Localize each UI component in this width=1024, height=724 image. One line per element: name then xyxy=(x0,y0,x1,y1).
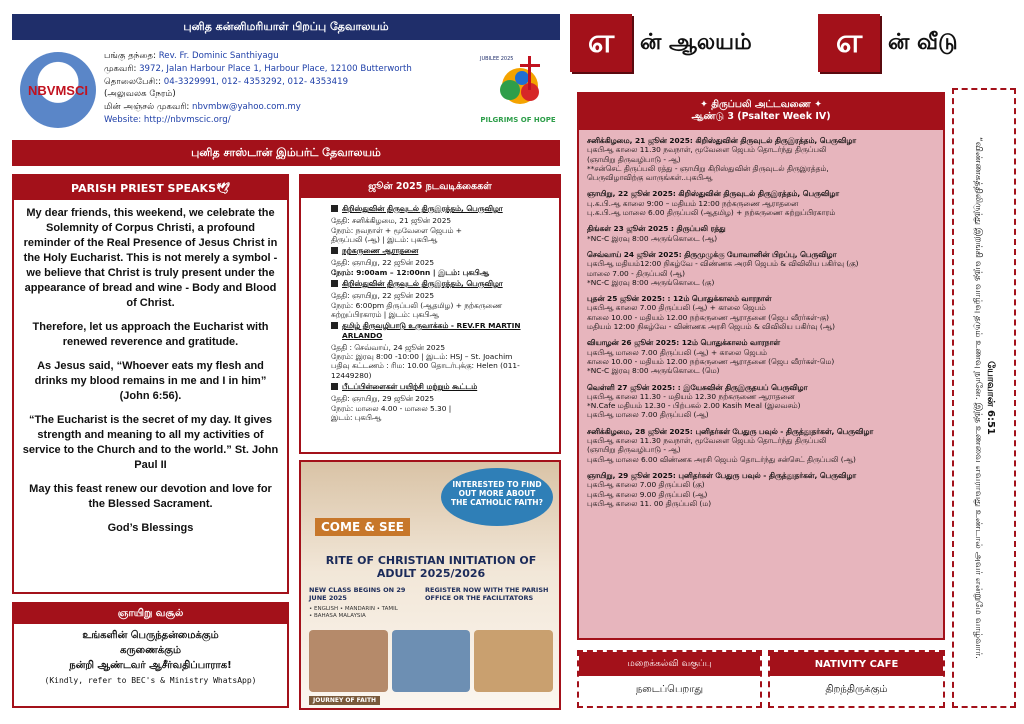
priest-paragraph-5: May this feast renew our devotion and love for the Blessed Sacrament. xyxy=(29,483,272,510)
schedule-day-heading: செவ்வாய் 24 ஜூன் 2025: திருமுழுக்கு யோவானின் பிறப்பு, பெருவிழா xyxy=(587,249,837,259)
schedule-line: பெருவிழாவிற்கு வாருங்கள்..புகபிஆ xyxy=(587,173,713,183)
schedule-day-heading: ஞாயிறு, 22 ஜூன் 2025: கிறிஸ்துவின் திருவுடல் திருஇரத்தம், பெருவிழா xyxy=(587,189,840,199)
schedule-day xyxy=(587,189,935,217)
catechism-value: நடைப்பெறாது xyxy=(635,684,704,695)
saint-church-bar: புனித சாஸ்டான் இம்பர்ட் தேவாலயம் xyxy=(12,140,560,166)
collection-panel xyxy=(12,602,289,708)
verse-text: “விண்ணகத்திலிருந்து இறங்கி வந்த வாழ்வு தரும் உணவு நானே. இந்த உணவை எவராவது உண்டால் அவர் என்றுமே வாழ்வார். xyxy=(973,137,983,659)
poster-title: RITE OF CHRISTIAN INITIATION OF ADULT 2025/2026 xyxy=(325,554,537,580)
schedule-day-heading: வெள்ளி 27 ஜூன் 2025: : இயேசுவின் திருஇருதயப் பெருவிழா xyxy=(587,382,808,392)
schedule-subtitle: ஆண்டு 3 (Psalter Week IV) xyxy=(691,111,831,122)
jubilee-caption: PILGRIMS OF HOPE xyxy=(480,116,556,124)
rcia-poster xyxy=(299,460,561,710)
schedule-day-heading: சனிக்கிழமை, 28 ஜூன் 2025: புனிதர்கள் பேதுரு பவுல் - திருத்தூதர்கள், பெருவிழா xyxy=(587,426,874,436)
schedule-line: புகபிஆ காலை 11.30 - மதியம் 12.30 நற்கருணை ஆராதனை xyxy=(587,391,795,401)
schedule-line: புகபிஆ மதியம்12:00 நிகழ்வே - விண்ணக அரசி ஜெபம் & விவிலிய பகிர்வு (கு) xyxy=(587,259,859,269)
schedule-line: (ஞாயிறு திருவழிபாடு - ஆ) xyxy=(587,154,681,164)
banner-word-2: ன் வீடு xyxy=(888,30,958,55)
event-2: நற்கருணை ஆராதனை தேதி: ஞாயிறு, 22 ஜூன் 2025 நேரம்: 9:00am – 12:00nn | இடம்: புகபிஆ xyxy=(331,246,489,277)
schedule-line: *NC-C இரவு 8:00 அருங்கொடை (கு) xyxy=(587,277,715,287)
event-4: தமிழ் திருவழிபாடு உருவாக்கம் - REV.FR MARTIN ARLANDO தேதி : செவ்வாய், 24 ஜூன் 2025 நேரம்: இரவு 8:00 -10:00 | இடம்: HSJ – St. Joachim பதிவு கட்டணம் : ரிம: 10.00 தொடர்புக்கு: Helen (011-12449280) xyxy=(331,321,521,380)
schedule-day xyxy=(587,471,935,508)
catechism-panel xyxy=(577,650,762,708)
collection-title: ஞாயிறு வசூல் xyxy=(14,604,287,624)
schedule-line: புகபிஆ காலை 11.30 நவநாள், மூவேளை ஜெபம் தொடர்ந்து திருப்பலி xyxy=(587,436,827,446)
schedule-line: பு.க.பி.ஆ மாலை 6.00 திருப்பலி (ஆதமிழ) + நற்கருணை சுற்றுப்பிரகாரம் xyxy=(587,208,836,218)
logo-text: NBVMSCI xyxy=(28,82,88,98)
parish-logo xyxy=(20,52,96,128)
schedule-day xyxy=(587,383,935,420)
poster-languages: • ENGLISH • MANDARIN • TAMIL • BAHASA MALAYSIA xyxy=(309,606,398,619)
schedule-line: மாலை 7.00 - திருப்பலி (ஆ) xyxy=(587,268,686,278)
banner-word-1: ன் ஆலயம் xyxy=(640,30,752,55)
schedule-day-heading: ஞாயிறு, 29 ஜூன் 2025: புனிதர்கள் பேதுரு பவுல் - திருத்தூதர்கள், பெருவிழா xyxy=(587,470,857,480)
banner-letter-2: எ xyxy=(818,14,880,72)
june-events-title: ஜூன் 2025 நடவடிக்கைகள் xyxy=(301,176,559,198)
schedule-line: *NC-C இரவு 8:00 அருங்கொடை (மெ) xyxy=(587,366,720,376)
contact-info: பங்கு தந்தை: Rev. Fr. Dominic Santhiyagu முகவரி: 3972, Jalan Harbour Place 1, Harbour Place, 12100 Butterworth தொலைபேசி:: 04-3329991, 012- 4353292, 012- 4353419 (அலுவலக நேரம்) மின் அஞ்சல் முகவரி: nbvmbw@yahoo.com.my Website: http://nbvmscic.org/ xyxy=(104,50,484,127)
poster-class-begins: NEW CLASS BEGINS ON 29 JUNE 2025 xyxy=(309,586,406,602)
schedule-title: ✦ திருப்பலி அட்டவணை ✦ xyxy=(699,99,823,110)
schedule-line: புகபிஆ மாலை 7.00 திருப்பலி (ஆ) + காலை ஜெபம் xyxy=(587,347,767,357)
schedule-line: *NC-C இரவு 8:00 அருங்கொடை (ஆ) xyxy=(587,233,718,243)
poster-register: REGISTER NOW WITH THE PARISH OFFICE OR THE FACILITATORS xyxy=(425,586,549,602)
priest-paragraph-3: As Jesus said, “Whoever eats my flesh and drinks my blood remains in me and I in him” (John 6:56). xyxy=(34,360,267,402)
schedule-line: புகபிஆ காலை 7.00 திருப்பலி (கு) xyxy=(587,480,705,490)
schedule-day xyxy=(587,250,935,287)
schedule-day-heading: சனிக்கிழமை, 21 ஜூன் 2025: கிறிஸ்துவின் திருவுடல் திருஇரத்தம், பெருவிழா xyxy=(587,136,857,145)
schedule-line: **சன்செட் திருப்பலி ரத்து - ஞாயிறு கிறிஸ்துவின் திருவுடல் திருஇரத்தம், xyxy=(587,163,829,173)
schedule-line: பு.க.பி.ஆ காலை 9:00 – மதியம் 12:00 நற்கருணை ஆராதனை xyxy=(587,198,799,208)
office-hours: (அலுவலக நேரம்) xyxy=(104,89,176,100)
schedule-day-heading: வியாழன் 26 ஜூன் 2025: 12ம் பொதுக்காலம் வாரநாள் xyxy=(587,338,781,348)
collection-line-1: உங்களின் பெருந்தன்மைக்கும் xyxy=(82,630,219,641)
poster-journey: JOURNEY OF FAITH xyxy=(309,696,380,705)
event-3: கிறிஸ்துவின் திருவுடல் திருஇரத்தம், பெருவிழா தேதி: ஞாயிறு, 22 ஜூன் 2025 நேரம்: 6:00pm திருப்பலி (ஆதமிழ) + நற்கருணை சுற்றுப்பிரகாரம் | இடம்: புகபிஆ xyxy=(331,279,503,319)
cafe-panel xyxy=(768,650,945,708)
phone: 04-3329991, 012- 4353292, 012- 4353419 xyxy=(163,76,349,87)
priest-speaks-title: PARISH PRIEST SPEAKS🕊 xyxy=(14,176,287,200)
schedule-day-heading: திங்கள் 23 ஜூன் 2025 : திருப்பலி ரத்து xyxy=(587,224,726,234)
schedule-day xyxy=(587,427,935,464)
priest-paragraph-1: My dear friends, this weekend, we celebrate the Solemnity of Corpus Christi, a profound reminder of the Real Presence of Jesus Christ in the Holy Eucharist. This is not merely a symbol - we believe that Christ is truly present under the appearance of bread and wine - Body and Blood of Christ. xyxy=(23,207,278,309)
schedule-line: புகபிஆ காலை 11. 00 திருப்பலி (ம) xyxy=(587,498,712,508)
event-1: கிறிஸ்துவின் திருவுடல் திருஇரத்தம், பெருவிழா தேதி: சனிக்கிழமை, 21 ஜூன் 2025 நேரம்: நவநாள் + மூவேளை ஜெபம் + திருப்பலி (ஆ) | இடம்: புகபிஆ xyxy=(331,204,503,244)
schedule-line: புகபிஆ காலை 11.30 நவநாள், மூவேளை ஜெபம் தொடர்ந்து திருப்பலி xyxy=(587,145,827,155)
priest-name: Rev. Fr. Dominic Santhiyagu xyxy=(158,51,279,61)
schedule-line: *N.Cafe மதியம் 12.30 - பிற்பகல் 2.00 Kasih Meal (இலவசம்) xyxy=(587,401,801,411)
verse-panel xyxy=(952,88,1016,708)
catechism-title: மறைக்கல்வி வகுப்பு xyxy=(579,652,760,676)
priest-paragraph-2: Therefore, let us approach the Eucharist with renewed reverence and gratitude. xyxy=(32,321,269,348)
schedule-day xyxy=(587,338,935,375)
schedule-day xyxy=(587,224,935,243)
event-5: பீடப்பிள்ளைகள் பயிற்சி மற்றும் கூட்டம் தேதி: ஞாயிறு, 29 ஜூன் 2025 நேரம்: மாலை 4.00 - மாலை 5.30 | இடம்: புகபிஆ xyxy=(331,382,478,422)
schedule-line: புகபிஆ மாலை 7.00 திருப்பலி (ஆ) xyxy=(587,410,709,420)
church-name-bar: புனித கன்னிமரியாள் பிறப்பு தேவாலயம் xyxy=(12,14,560,40)
email-link[interactable]: nbvmbw@yahoo.com.my xyxy=(192,102,301,113)
cafe-title: NATIVITY CAFE xyxy=(770,652,943,676)
website-link[interactable]: http://nbvmscic.org/ xyxy=(143,114,231,125)
june-events-panel xyxy=(299,174,561,454)
cafe-value: திறந்திருக்கும் xyxy=(825,684,888,695)
schedule-line: புகபிஆ காலை 7.00 திருப்பலி (ஆ) + காலை ஜெபம் xyxy=(587,303,766,313)
schedule-day xyxy=(587,294,935,331)
address: 3972, Jalan Harbour Place 1, Harbour Place, 12100 Butterworth xyxy=(139,63,412,74)
poster-photos xyxy=(309,630,553,692)
jubilee-year: JUBILEE 2025 xyxy=(480,56,514,62)
collection-note: (Kindly, refer to BEC's & Ministry WhatsApp) xyxy=(44,676,257,685)
priest-paragraph-4: “The Eucharist is the secret of my day. It gives strength and meaning to all my activities of service to the Church and to the world.” St. John Paul II xyxy=(22,414,279,471)
mass-schedule-panel xyxy=(577,92,945,640)
banner-letter-1: எ xyxy=(570,14,632,72)
collection-line-3: நன்றி ஆண்டவர் ஆசீர்வதிப்பாராக! xyxy=(69,660,232,671)
collection-line-2: கருணைக்கும் xyxy=(119,645,182,656)
schedule-line: புகபிஆ காலை 9.00 திருப்பலி (ஆ) xyxy=(587,489,708,499)
schedule-day-heading: புதன் 25 ஜூன் 2025: : 12ம் பொதுக்காலம் வாரநாள் xyxy=(587,294,772,304)
schedule-line: புகபிஆ மாலை 6.00 விண்ணக அரசி ஜெபம் தொடர்ந்து சன்செட் திருப்பலி (ஆ) xyxy=(587,454,856,464)
priest-sign-off: God’s Blessings xyxy=(107,522,194,534)
schedule-line: காலை 10.00 - மதியம் 12.00 நற்கருணை ஆராதனை (ஜெப வீரர்கள்-கு) xyxy=(587,312,830,322)
schedule-list xyxy=(579,130,943,521)
schedule-line: மதியம் 12:00 நிகழ்வே - விண்ணக அரசி ஜெபம் & விவிலிய பகிர்வு (ஆ) xyxy=(587,322,836,332)
schedule-line: காலை 10.00 - மதியம் 12.00 நற்கருணை ஆராதனை (ஜெப வீரர்கள்-மெ) xyxy=(587,356,835,366)
verse-reference: யோவான் 6:51 xyxy=(985,361,996,435)
jubilee-logo xyxy=(476,52,560,128)
schedule-day xyxy=(587,136,935,182)
poster-bubble: INTERESTED TO FIND OUT MORE ABOUT THE CATHOLIC FAITH? xyxy=(441,468,553,526)
poster-come-see: COME & SEE xyxy=(315,518,410,536)
schedule-line: (ஞாயிறு திருவழிபாடு - ஆ) xyxy=(587,445,681,455)
priest-speaks-panel xyxy=(12,174,289,594)
